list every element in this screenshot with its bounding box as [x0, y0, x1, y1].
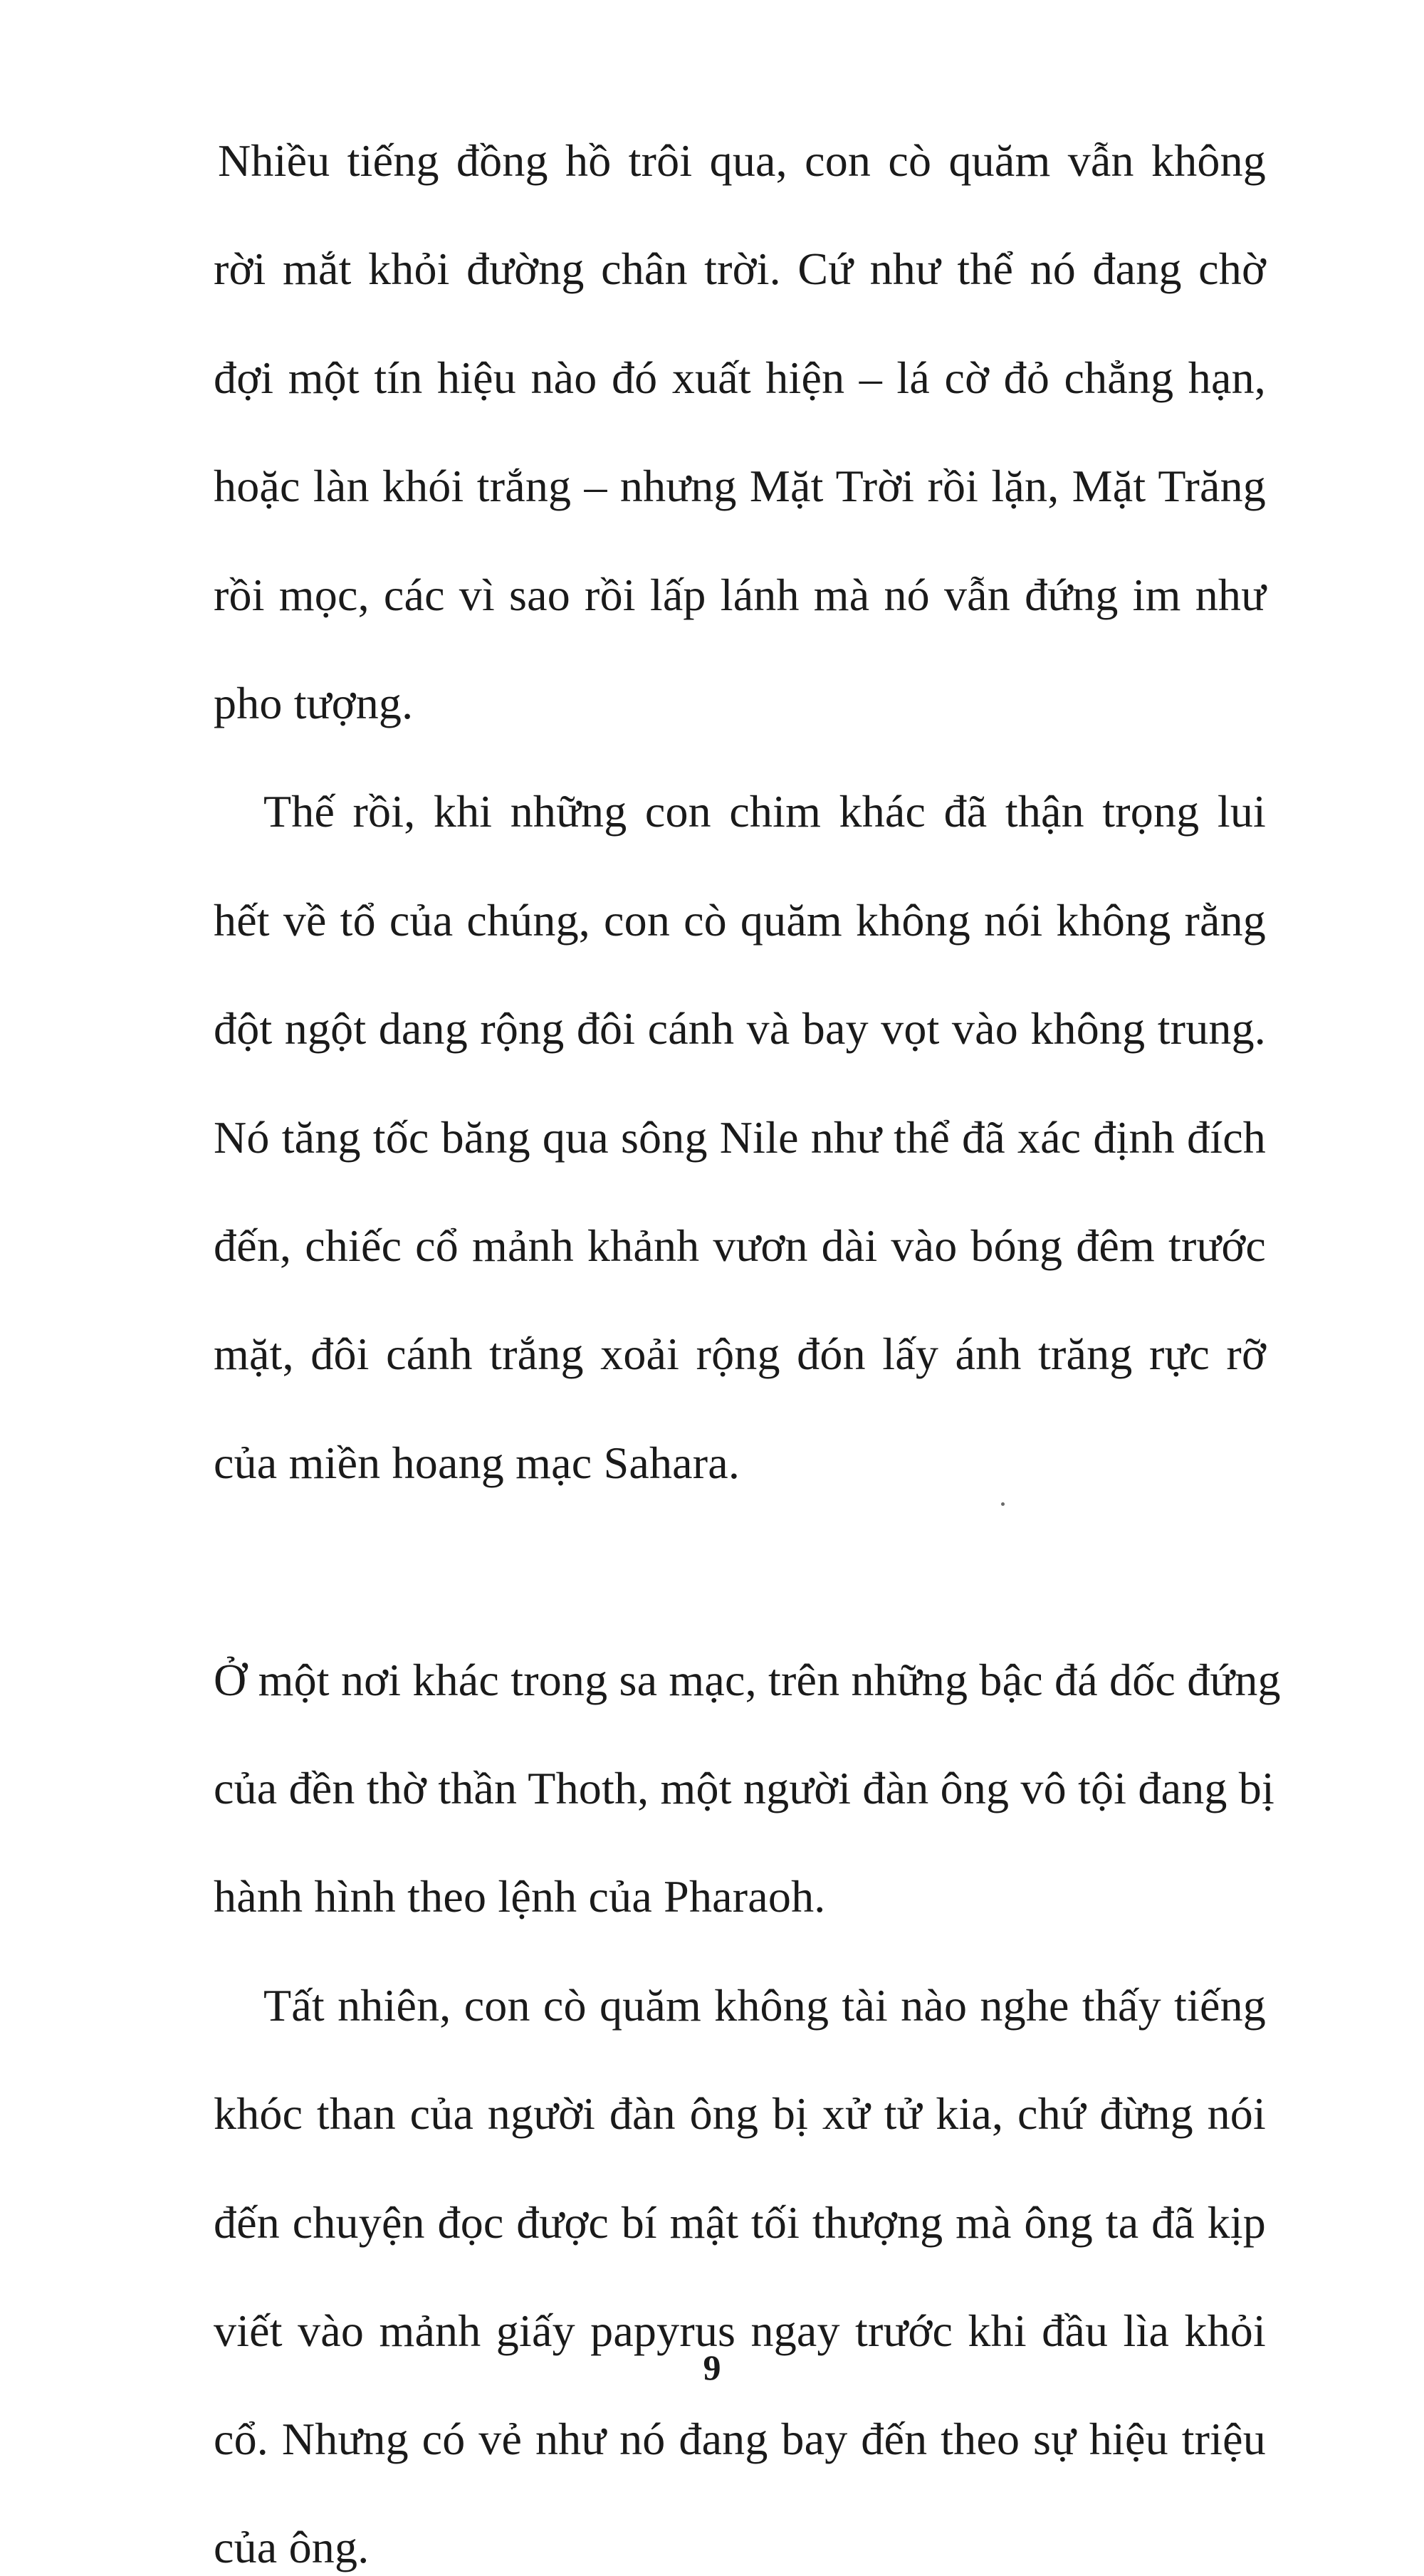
text-line: khóc than của người đàn ông bị xử tử kia, chứ đừng nói: [214, 2088, 1266, 2139]
print-speck: [1001, 1502, 1005, 1506]
text-line: đợi một tín hiệu nào đó xuất hiện – lá cờ đỏ chẳng hạn,: [214, 352, 1266, 403]
text-line: viết vào mảnh giấy papyrus ngay trước khi đầu lìa khỏi: [214, 2305, 1266, 2356]
text-line: Tất nhiên, con cò quăm không tài nào nghe thấy tiếng: [263, 1980, 1266, 2031]
text-line: hết về tổ của chúng, con cò quăm không nói không rằng: [214, 895, 1266, 946]
text-line: cổ. Nhưng có vẻ như nó đang bay đến theo sự hiệu triệu: [214, 2414, 1266, 2464]
text-line: hoặc làn khói trắng – nhưng Mặt Trời rồi lặn, Mặt Trăng: [214, 461, 1266, 511]
text-line: Thế rồi, khi những con chim khác đã thận trọng lui: [263, 786, 1266, 837]
text-line: Nó tăng tốc băng qua sông Nile như thể đã xác định đích: [214, 1112, 1266, 1163]
text-line: pho tượng.: [214, 678, 414, 728]
text-line: mặt, đôi cánh trắng xoải rộng đón lấy ánh trăng rực rỡ: [214, 1329, 1266, 1379]
page-number: 9: [703, 2347, 721, 2387]
text-line: rời mắt khỏi đường chân trời. Cứ như thể nó đang chờ: [214, 244, 1266, 294]
text-line: đến chuyện đọc được bí mật tối thượng mà ông ta đã kịp: [214, 2197, 1266, 2248]
text-line: đột ngột dang rộng đôi cánh và bay vọt vào không trung.: [214, 1003, 1266, 1054]
text-line: của ông.: [214, 2522, 370, 2572]
text-line: rồi mọc, các vì sao rồi lấp lánh mà nó vẫn đứng im như: [214, 570, 1266, 620]
text-line: của miền hoang mạc Sahara.: [214, 1438, 740, 1488]
text-line: hành hình theo lệnh của Pharaoh.: [214, 1871, 826, 1922]
text-line: Ở một nơi khác trong sa mạc, trên những bậc đá dốc đứng: [214, 1655, 1281, 1705]
text-line: Nhiều tiếng đồng hồ trôi qua, con cò quăm vẫn không: [218, 135, 1266, 186]
text-line: đến, chiếc cổ mảnh khảnh vươn dài vào bóng đêm trước: [214, 1220, 1266, 1271]
text-line: của đền thờ thần Thoth, một người đàn ông vô tội đang bị: [214, 1763, 1274, 1813]
